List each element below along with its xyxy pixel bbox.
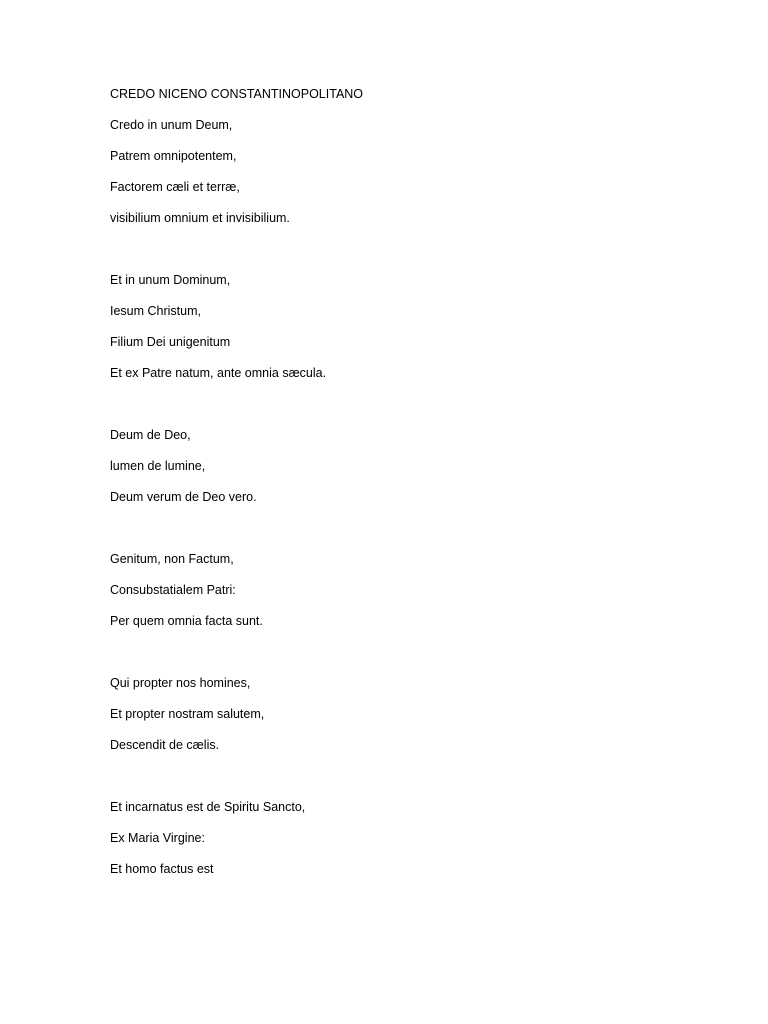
stanza [110,117,710,241]
text-line: Patrem omnipotentem, [110,149,237,163]
stanza [110,427,710,520]
text-line: Filium Dei unigenitum [110,335,231,349]
text-line: Deum de Deo, [110,428,191,442]
stanza [110,799,710,892]
stanza [110,551,710,644]
blank-line [110,241,710,272]
text-line: Genitum, non Factum, [110,552,234,566]
text-line: Et ex Patre natum, ante omnia sæcula. [110,366,327,380]
text-line: Ex Maria Virgine: [110,831,205,845]
blank-line [110,768,710,799]
text-line: Per quem omnia facta sunt. [110,614,263,628]
text-line: Deum verum de Deo vero. [110,490,257,504]
text-line: visibilium omnium et invisibilium. [110,211,290,225]
text-line: lumen de lumine, [110,459,206,473]
stanza [110,272,710,396]
text-line: Et homo factus est [110,862,214,876]
document-body [110,86,710,892]
blank-line [110,520,710,551]
text-line: Consubstatialem Patri: [110,583,236,597]
text-line: Et propter nostram salutem, [110,707,265,721]
text-line: Iesum Christum, [110,304,201,318]
stanza [110,675,710,768]
text-line: Factorem cæli et terræ, [110,180,240,194]
blank-line [110,644,710,675]
text-line: Et incarnatus est de Spiritu Sancto, [110,800,306,814]
text-line: Et in unum Dominum, [110,273,231,287]
text-line: Descendit de cælis. [110,738,220,752]
text-line: Qui propter nos homines, [110,676,251,690]
document-title: CREDO NICENO CONSTANTINOPOLITANO [110,87,364,101]
text-line: Credo in unum Deum, [110,118,233,132]
blank-line [110,396,710,427]
